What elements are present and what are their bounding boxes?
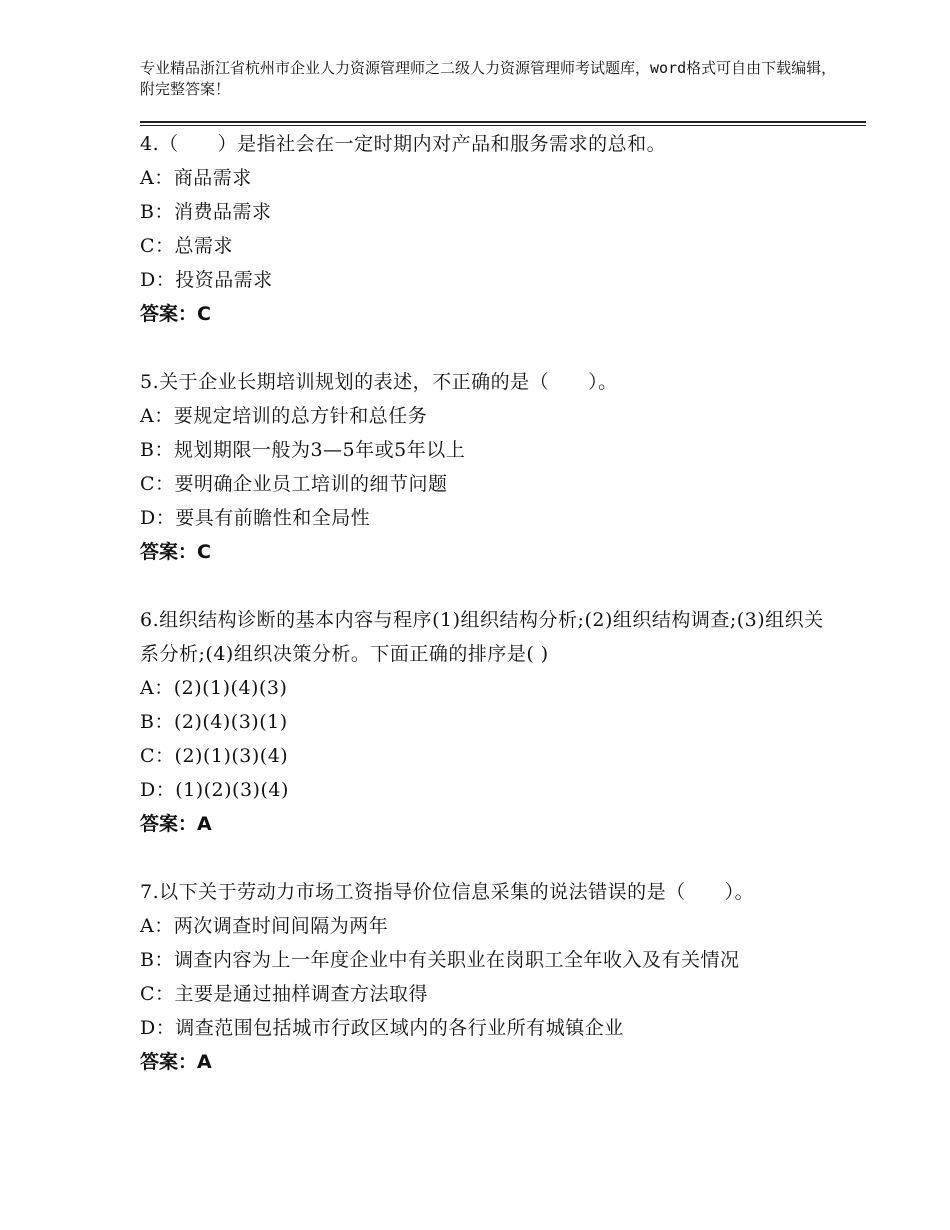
- document-header: 专业精品浙江省杭州市企业人力资源管理师之二级人力资源管理师考试题库，word格式可自由下载编辑，附完整答案！: [140, 59, 837, 98]
- option-c: C：(2)(1)(3)(4): [140, 745, 289, 767]
- option-c: C：总需求: [140, 235, 234, 257]
- option-b: B：规划期限一般为3—5年或5年以上: [140, 439, 466, 461]
- header-rule-thin: [140, 125, 866, 126]
- question-stem: 7.以下关于劳动力市场工资指导价位信息采集的说法错误的是（ ）。: [140, 881, 755, 903]
- option-c: C：要明确企业员工培训的细节问题: [140, 473, 448, 495]
- question-stem: 6.组织结构诊断的基本内容与程序(1)组织结构分析;(2)组织结构调查;(3)组织关系分析;(4)组织决策分析。下面正确的排序是( ): [140, 609, 824, 665]
- option-a: A：要规定培训的总方针和总任务: [140, 405, 428, 427]
- option-b: B：消费品需求: [140, 201, 272, 223]
- answer-line: 答案：A: [140, 1051, 212, 1073]
- option-a: A：两次调查时间间隔为两年: [140, 915, 389, 937]
- option-a: A：(2)(1)(4)(3): [140, 677, 288, 699]
- option-a: A：商品需求: [140, 167, 252, 189]
- question-7: [140, 875, 840, 1079]
- option-d: D：(1)(2)(3)(4): [140, 779, 289, 801]
- answer-line: 答案：C: [140, 303, 211, 325]
- question-4: [140, 127, 840, 331]
- question-list: [140, 127, 840, 1113]
- option-b: B：(2)(4)(3)(1): [140, 711, 288, 733]
- option-d: D：要具有前瞻性和全局性: [140, 507, 371, 529]
- question-6: [140, 603, 840, 841]
- option-c: C：主要是通过抽样调查方法取得: [140, 983, 429, 1005]
- option-b: B：调查内容为上一年度企业中有关职业在岗职工全年收入及有关情况: [140, 949, 740, 971]
- header-rule-thick: [140, 121, 866, 123]
- option-d: D：投资品需求: [140, 269, 273, 291]
- answer-line: 答案：A: [140, 813, 212, 835]
- question-stem: 5.关于企业长期培训规划的表述，不正确的是（ ）。: [140, 371, 618, 393]
- option-d: D：调查范围包括城市行政区域内的各行业所有城镇企业: [140, 1017, 624, 1039]
- question-5: [140, 365, 840, 569]
- question-stem: 4.（ ）是指社会在一定时期内对产品和服务需求的总和。: [140, 133, 667, 155]
- answer-line: 答案：C: [140, 541, 211, 563]
